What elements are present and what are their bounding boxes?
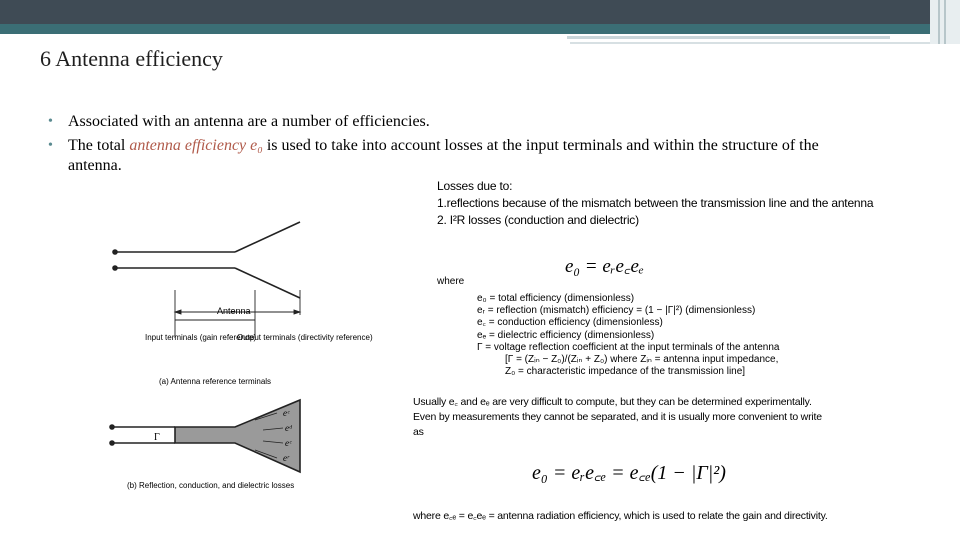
slide-title: 6 Antenna efficiency: [40, 46, 223, 71]
bullet-accent-text: antenna efficiency e₀: [129, 137, 263, 154]
definitions-list: [477, 293, 857, 378]
output-terminals-label: Output terminals (directivity reference): [237, 333, 373, 342]
bullet-list: [48, 112, 828, 180]
losses-heading: Losses due to:: [437, 179, 513, 193]
definition-line: eᵣ = reflection (mismatch) efficiency = (1 − |Γ|²) (dimensionless): [477, 305, 756, 317]
top-bar: [0, 0, 930, 24]
where-label: where: [437, 276, 465, 287]
losses-item: 1.reflections because of the mismatch between the transmission line and the antenna: [437, 196, 874, 210]
bullet-text: The total: [68, 137, 130, 154]
bullet-text: Associated with an antenna are a number of efficiencies.: [68, 113, 430, 130]
usually-paragraph: Usually e꜀ and eₑ are very difficult to compute, but they can be determined experimentally. Even by measurements they cannot be separated, and it is usually more convenient to write as: [413, 396, 822, 438]
loss-diagram-drawing: [110, 400, 300, 472]
corner-decoration: [930, 0, 960, 44]
losses-block: [437, 178, 877, 229]
second-equation: e₀ = eᵣe꜀ₑ = e꜀ₑ(1 − |Γ|²): [532, 462, 726, 484]
definition-line: Z₀ = characteristic impedance of the transmission line]: [505, 366, 746, 378]
gamma-label: Γ: [154, 432, 160, 443]
antenna-terminals-drawing: [113, 222, 300, 298]
title-rule-secondary: [570, 42, 930, 44]
antenna-label: Antenna: [217, 306, 251, 316]
caption-a: (a) Antenna reference terminals: [159, 377, 272, 386]
wave-label: eᶜ: [285, 438, 292, 448]
caption-b: (b) Reflection, conduction, and dielectric losses: [127, 481, 295, 490]
definition-line: e꜀ = conduction efficiency (dimensionless): [477, 317, 663, 329]
losses-item: 2. I²R losses (conduction and dielectric): [437, 213, 639, 227]
definition-line: Γ = voltage reflection coefficient at the input terminals of the antenna: [477, 341, 780, 353]
wave-label: eᵈ: [285, 423, 292, 433]
bullet-text-continued: is used to take into account losses at the input terminals and within the structure of the antenna.: [68, 137, 819, 174]
definition-line: [Γ = (Zᵢₙ − Z₀)/(Zᵢₙ + Z₀) where Zᵢₙ = antenna input impedance,: [505, 354, 779, 366]
definition-line: e₀ = total efficiency (dimensionless): [477, 293, 635, 304]
title-rule: [567, 36, 890, 39]
input-terminals-label: Input terminals (gain reference): [145, 333, 257, 342]
main-equation: e₀ = eᵣe꜀eₑ: [565, 256, 644, 277]
bullet-dot-icon: •: [48, 114, 53, 129]
definition-line: eₑ = dielectric efficiency (dimensionless): [477, 329, 655, 341]
bullet-dot-icon: •: [48, 138, 53, 153]
bullet-item: [48, 136, 828, 176]
wave-label: eʳ: [283, 453, 289, 463]
bullet-item: [48, 112, 828, 132]
wave-label: eᶜ: [283, 408, 290, 418]
where-radiation-efficiency: where e꜀ₑ = e꜀eₑ = antenna radiation efficiency, which is used to relate the gain and directivity.: [413, 510, 828, 522]
antenna-figure: [105, 190, 373, 500]
top-accent-bar: [0, 24, 930, 34]
